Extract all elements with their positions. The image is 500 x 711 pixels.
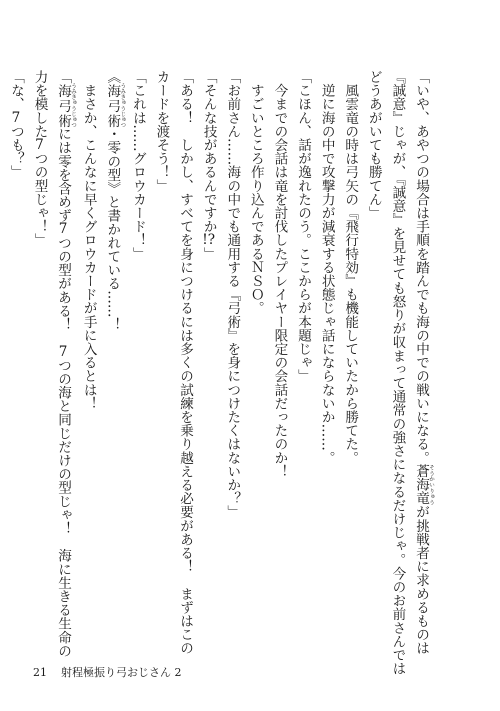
- ruby-word: [104, 82, 126, 128]
- text-line: [76, 70, 100, 652]
- text-run: 風雲竜の時は弓矢の『飛行特効』も機能していたから勝てた。: [342, 70, 359, 465]
- text-line: [172, 70, 196, 655]
- text-line: [27, 70, 51, 652]
- text-line: [290, 70, 314, 652]
- text-run: 力を模した: [31, 70, 48, 138]
- text-run: まさか、こんなに早くグロウカードが手に入るとは！: [80, 70, 97, 410]
- ruby-word: [55, 82, 77, 128]
- text-line: [220, 70, 244, 652]
- text-run: カードを渡そう！」: [153, 70, 170, 193]
- text-line: [51, 70, 77, 658]
- text-run: つの型がある！: [55, 235, 72, 345]
- text-run: つも？」: [7, 124, 24, 179]
- text-run: つの型じゃ！」: [31, 151, 48, 247]
- text-line: [267, 70, 291, 652]
- text-run: 『誠意』じゃが、『誠意』を見せても怒りが収まって通常の強さになるだけじゃ。今のお前さんでは: [389, 70, 406, 676]
- text-run: 「ある！ しかし、すべてを身につけるには多くの試練を乗り越える必要がある！ まずはこの: [177, 70, 194, 655]
- text-run: 逆に海の中で攻撃力が減衰する状態じゃ話にならないか……。: [318, 70, 335, 465]
- ruby-base: 蒼海竜: [413, 464, 429, 506]
- text-run: 「いや、あやつの場合は手順を踏んでも海の中での戦いになる。: [413, 70, 429, 465]
- text-run: 「な、: [7, 70, 24, 111]
- text-run: ・零の型》と書かれている……！: [104, 127, 121, 332]
- page-footer: [33, 666, 182, 680]
- text-line: [149, 70, 173, 652]
- ruby-base: 海弓術: [55, 82, 72, 128]
- text-line: [385, 70, 409, 676]
- upright-digits: 7: [58, 222, 68, 236]
- text-line: [408, 70, 434, 655]
- text-run: 今までの会話は竜を討伐したプレイヤー限定の会話だったのか！: [271, 70, 288, 478]
- text-line: [196, 70, 220, 652]
- text-run: 「これは……グロウカード！」: [129, 70, 146, 261]
- text-run: どうあがいても勝てん」: [365, 70, 382, 220]
- text-run: 「そんな技があるんですか: [200, 70, 217, 234]
- text-line: [100, 70, 126, 652]
- text-run: 「: [55, 70, 72, 84]
- text-run: 「お前さん……海の中でも通用する『弓術』を身につけたくはないか？」: [224, 70, 241, 519]
- upright-digits: !?: [202, 233, 216, 247]
- ruby-reading: そうかいりゅう: [428, 464, 434, 506]
- text-line: [243, 70, 267, 652]
- upright-digits: 7: [58, 344, 68, 359]
- text-run: つの海と同じだけの型じゃ！ 海に生きる生命の: [55, 358, 72, 658]
- text-run: が挑戦者に求めるものは: [413, 505, 429, 655]
- ruby-base: 海弓術: [104, 82, 121, 128]
- ruby-reading: うみきゅうじゅつ: [70, 82, 77, 128]
- text-run: すごいところ作り込んであるＮＳＯ。: [247, 70, 264, 315]
- text-run: には零を含めず: [55, 127, 72, 223]
- text-run: 」: [200, 246, 217, 261]
- ruby-word: [413, 464, 434, 506]
- text-run: 「こほん、話が逸れたのう。ここからが本題じゃ」: [295, 70, 312, 383]
- upright-digits: 7: [35, 138, 44, 152]
- ruby-reading: うみきゅうじゅつ: [119, 82, 126, 128]
- upright-digits: 7: [11, 110, 21, 125]
- text-run: 《: [104, 70, 121, 84]
- text-line: [125, 70, 149, 652]
- text-line: [361, 70, 385, 652]
- text-line: [3, 70, 27, 652]
- text-line: [338, 70, 362, 652]
- text-line: [314, 70, 338, 652]
- running-title: 射程極振り弓おじさん 2: [61, 666, 182, 679]
- page-number: 21: [33, 666, 47, 679]
